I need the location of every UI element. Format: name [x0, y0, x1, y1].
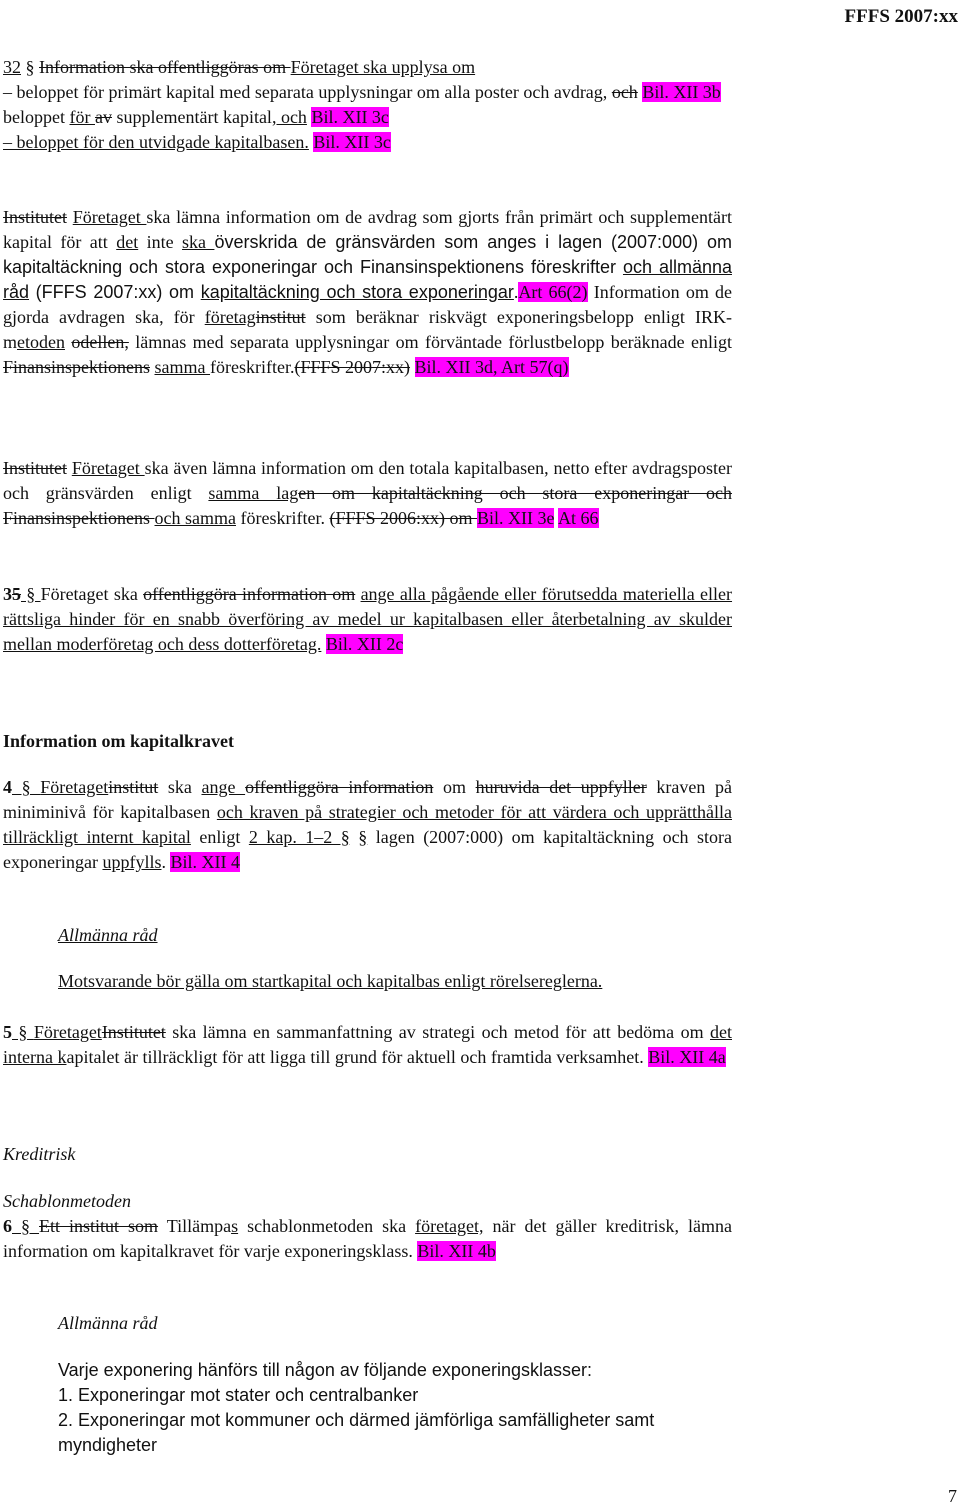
paragraph-4: 4 § Företagetinstitut ska ange offentliggöra information om huruvida det uppfyller kraven på miniminivå för kapitalbasen och kraven på strategier och metoder för att värdera och upprätthålla tillräckligt internt kapital enligt 2 kap. 1–2 § § lagen (2007:000) om kapitaltäckning och stora exponeringar uppfylls. Bil. XII 4	[3, 777, 733, 872]
general-advice-text: Motsvarande bör gälla om startkapital och kapitalbas enligt rörelsereglerna.	[58, 971, 603, 991]
paragraph-35: 35 § Företaget ska offentliggöra information om ange alla pågående eller förutsedda materiella eller rättsliga hinder för en snabb överföring av medel ur kapitalbasen eller återbetalning av skulder mellan moderföretag och dess dotterföretag. Bil. XII 2c	[3, 584, 733, 654]
reference-tag: Bil. XII 3d, Art 57(q)	[414, 357, 569, 377]
para32-item-primary-capital: – beloppet för primärt kapital med separata upplysningar om alla poster och avdrag, och Bil. XII 3b	[3, 82, 721, 102]
reference-tag: Bil. XII 2c	[325, 634, 404, 654]
paragraph-5: 5 § FöretagetInstitutet ska lämna en sammanfattning av strategi och metod för att bedöma om det interna kapitalet är tillräckligt för att ligga till grund för aktuell och framtida verksamhet. Bil. XII 4a	[3, 1022, 732, 1067]
reference-tag: Art 66(2)	[518, 282, 588, 302]
reference-tag: At 66	[558, 508, 599, 528]
reference-tag: Bil. XII 4b	[417, 1241, 496, 1261]
para32-lead: 32 § Information ska offentliggöras om Företaget ska upplysa om	[3, 57, 476, 77]
heading-credit-risk: Kreditrisk	[3, 1144, 76, 1164]
reference-tag: Bil. XII 4	[170, 852, 240, 872]
paragraph-total-capital: Institutet Företaget ska även lämna information om den totala kapitalbasen, netto efter avdragsposter och gränsvärden enligt samma lagen om kapitaltäckning och stora exponeringar och Finansinspektionens och samma föreskrifter. (FFFS 2006:xx) om Bil. XII 3e At 66	[3, 458, 733, 528]
reference-tag: Bil. XII 3e	[477, 508, 555, 528]
reference-tag: Bil. XII 3c	[313, 132, 391, 152]
para32-item-extended-capital: – beloppet för den utvidgade kapitalbasen. Bil. XII 3c	[3, 132, 391, 152]
exposure-class-item: 1. Exponeringar mot stater och centralbanker	[58, 1385, 419, 1405]
reference-tag: Bil. XII 3b	[642, 82, 721, 102]
paragraph-6: 6 § Ett institut som Tillämpas schablonmetoden ska företaget, när det gäller kreditrisk, lämna information om kapitalkravet för varje exponeringsklass. Bil. XII 4b	[3, 1216, 732, 1261]
general-advice-title: Allmänna råd	[58, 925, 158, 945]
heading-capital-requirement: Information om kapitalkravet	[3, 731, 234, 751]
heading-standardised-method: Schablonmetoden	[3, 1191, 131, 1211]
para32-item-supplementary-capital: beloppet för av supplementärt kapital, och Bil. XII 3c	[3, 107, 389, 127]
reference-tag: Bil. XII 4a	[648, 1047, 726, 1067]
general-advice-list	[58, 1358, 732, 1458]
page-number: 7	[948, 1486, 957, 1506]
general-advice-title-2: Allmänna råd	[58, 1313, 158, 1333]
document-id-header: FFFS 2007:xx	[844, 6, 958, 27]
paragraph-deductions: Institutet Företaget ska lämna information om de avdrag som gjorts från primärt och supplementärt kapital för att det inte ska överskrida de gränsvärden som anges i lagen (2007:000) om kapitaltäckning och stora exponeringar och Finansinspektionens föreskrifter och allmänna råd (FFFS 2007:xx) om kapitaltäckning och stora exponeringar.Art 66(2) Information om de gjorda avdragen ska, för företaginstitut som beräknar riskvägt exponeringsbelopp enligt IRK-metoden odellen, lämnas med separata upplysningar om förväntade förlustbelopp beräknade enligt Finansinspektionens samma föreskrifter.(FFFS 2007:xx) Bil. XII 3d, Art 57(q)	[3, 207, 733, 377]
paragraph-32	[3, 55, 732, 155]
advice-intro: Varje exponering hänförs till någon av följande exponeringsklasser:	[58, 1360, 592, 1380]
exposure-class-item: 2. Exponeringar mot kommuner och därmed jämförliga samfälligheter samt myndigheter	[58, 1410, 655, 1455]
reference-tag: Bil. XII 3c	[311, 107, 389, 127]
